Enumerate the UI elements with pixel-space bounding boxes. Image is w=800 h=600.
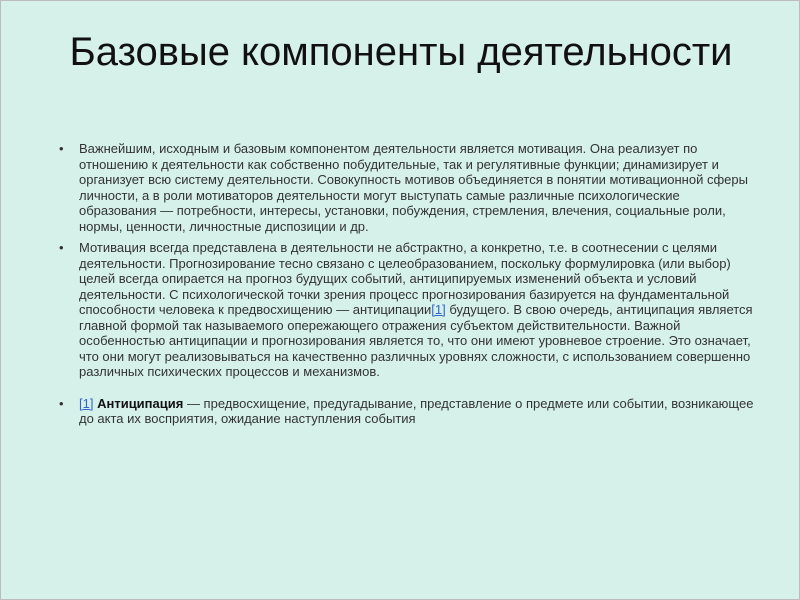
bullet-text-part-1: Мотивация всегда представлена в деятельности не абстрактно, а конкретно, т.е. в соотнесении с целями деятельности. Прогнозирование тесно связано с целеобразованием, поскольку формулировка (или выбор) целей всегда опирается на прогноз будущих событий, антиципируемых изменений объекта и условий деятельности. С психологической точки зрения процесс прогнозирования базируется на фундаментальной способности человека к предвосхищению — антиципации: [79, 240, 731, 317]
footnote-reference-link[interactable]: [1]: [431, 302, 446, 317]
slide-content: [59, 141, 759, 433]
bullet-dot: •: [59, 240, 64, 255]
bullet-item-footnote: [59, 396, 759, 427]
bullet-item-anticipation: [59, 240, 759, 380]
bullet-text: Важнейшим, исходным и базовым компонентом деятельности является мотивация. Она реализует по отношению к деятельности как собственно побудительные, так и регулятивные функции; динамизирует и организует всю систему деятельности. Совокупность мотивов объединяется в понятии мотивационной сферы личности, а в роли мотиваторов деятельности могут выступать самые различные психологические образования — потребности, интересы, установки, побуждения, стремления, влечения, социальные роли, нормы, ценности, личностные диспозиции и др.: [79, 141, 748, 234]
slide-title: Базовые компоненты деятельности: [69, 30, 733, 74]
footnote-term: Антиципация: [97, 395, 184, 411]
bullet-dot: •: [59, 395, 64, 411]
bullet-item-motivation: [59, 141, 759, 234]
bullet-text-part-2: будущего. В свою очередь, антиципация является главной формой так называемого опережающего отражения субъектом действительности. Важной особенностью антиципации и прогнозирования является то, что они имеют уровневое строение. Это означает, что они могут реализовываться на качественно различных уровнях сложности, с использованием совершенно различных психических процессов и механизмов.: [79, 302, 753, 379]
footnote-back-link[interactable]: [1]: [79, 395, 94, 411]
footnote-definition: — предвосхищение, предугадывание, представление о предмете или событии, возникающее до акта их восприятия, ожидание наступления события: [79, 395, 754, 426]
footnote: [79, 396, 759, 427]
bullet-dot: •: [59, 141, 64, 156]
